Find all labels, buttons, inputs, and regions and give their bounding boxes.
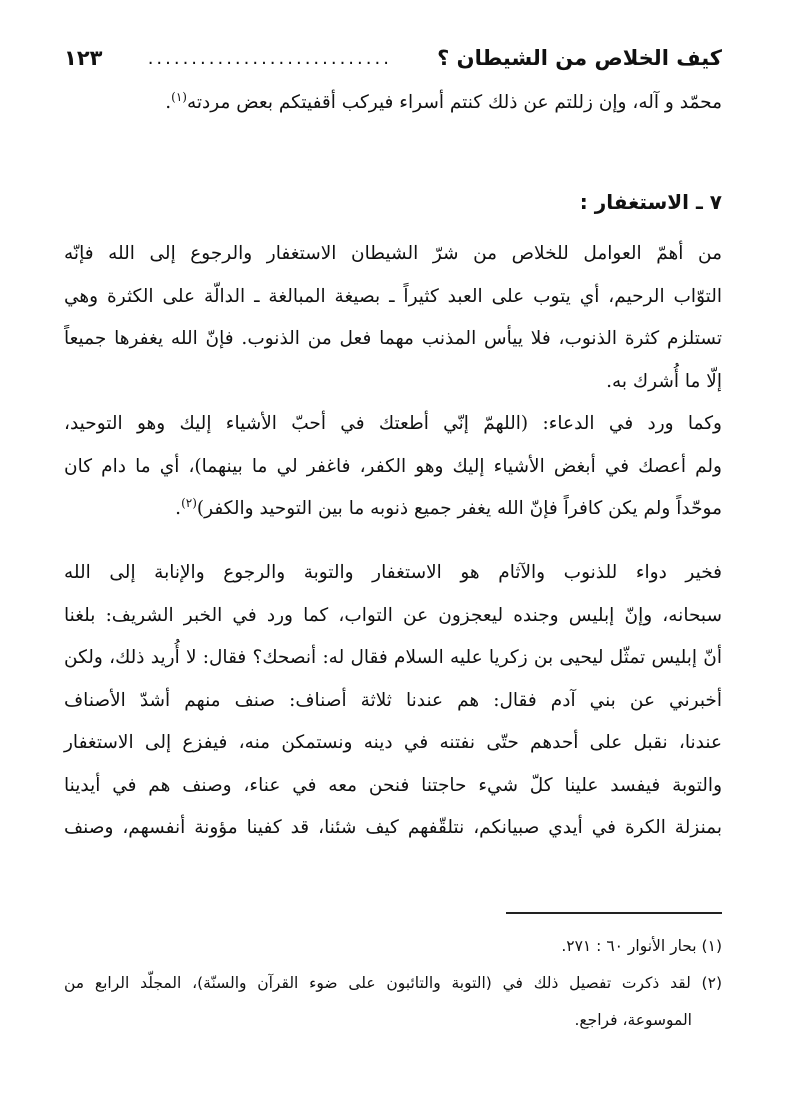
paragraph-line: تستلزم كثرة الذنوب، فلا ييأس المذنب مهما فعل من الذنوب. فإنّ الله يغفرها جميعاً bbox=[64, 328, 722, 349]
paragraph-2 bbox=[64, 403, 722, 531]
footnote-2-line-1: (٢) لقد ذكرت تفصيل ذلك في (التوبة والتائبون على ضوء القرآن والسنّة)، المجلّد الرابع من bbox=[64, 974, 722, 992]
paragraph-1 bbox=[64, 233, 722, 403]
footnote-1: (١) بحار الأنوار ٦٠ : ٢٧١. bbox=[561, 937, 722, 955]
intro-end: . bbox=[165, 92, 172, 113]
footnote-2-line-2: الموسوعة، فراجع. bbox=[574, 1011, 692, 1029]
header-leader-dots: ............................ bbox=[147, 47, 392, 69]
paragraph-3 bbox=[64, 552, 722, 850]
paragraph-line-text: موحّداً ولم يكن كافراً فإنّ الله يغفر جميع ذنوبه ما بين التوحيد والكفر) bbox=[196, 498, 722, 519]
running-header bbox=[64, 38, 722, 78]
paragraph-end: . bbox=[175, 498, 182, 519]
paragraph-line: وكما ورد في الدعاء: (اللهمّ إنّي أطعتك في أحبّ الأشياء إليك وهو التوحيد، bbox=[64, 413, 722, 434]
footnote-separator bbox=[506, 912, 722, 914]
intro-paragraph bbox=[64, 82, 722, 125]
paragraph-line: التوّاب الرحيم، أي يتوب على العبد كثيراً ـ بصيغة المبالغة ـ الدالّة على الكثرة وهي bbox=[64, 285, 722, 307]
paragraph-line: ولم أعصك في أبغض الأشياء إليك وهو الكفر، فاغفر لي ما بينهما)، أي ما دام كان bbox=[64, 455, 722, 477]
paragraph-line: بمنزلة الكرة في أيدي صبيانكم، نتلقّفهم كيف شئنا، قد كفينا مؤونة أنفسهم، وصنف bbox=[64, 817, 722, 838]
paragraph-line: فخير دواء للذنوب والآثام هو الاستغفار والتوبة والرجوع والإنابة إلى الله bbox=[64, 562, 722, 583]
paragraph-line: أنّ إبليس تمثّل ليحيى بن زكريا عليه السلام فقال له: أنصحك؟ فقال: لا أُريد ذلك، ولكن bbox=[64, 647, 722, 668]
paragraph-line: من أهمّ العوامل للخلاص من شرّ الشيطان الاستغفار والرجوع إلى الله فإنّه bbox=[64, 243, 722, 264]
paragraph-line: سبحانه، وإنّ إبليس وجنده ليعجزون عن التواب، كما ورد في الخبر الشريف: بلغنا bbox=[64, 604, 722, 626]
paragraph-line: إلّا ما أُشرك به. bbox=[606, 370, 722, 392]
footnote-ref-2: (٢) bbox=[181, 495, 197, 510]
paragraph-line: أخبرني عن بني آدم فقال: هم عندنا ثلاثة أصناف: صنف منهم أشدّ الأصناف bbox=[64, 689, 722, 711]
footnote-ref-1: (١) bbox=[171, 89, 187, 104]
paragraph-line: والتوبة فيفسد علينا كلّ شيء حاجتنا فنحن معه في عناء، وصنف هم في أيدينا bbox=[64, 774, 722, 796]
intro-text: محمّد و آله، وإن زللتم عن ذلك كنتم أسراء فيركب أقفيتكم بعض مردته bbox=[186, 92, 722, 113]
page-number: ١٢٣ bbox=[64, 46, 103, 70]
paragraph-line: عندنا، نقبل على أحدهم حتّى نفتنه في دينه ونستمكن منه، فيفزع إلى الاستغفار bbox=[64, 732, 722, 753]
footnotes bbox=[64, 928, 722, 1039]
paragraph-line bbox=[64, 488, 722, 531]
section-heading: ٧ ـ الاستغفار : bbox=[579, 190, 722, 214]
header-title: كيف الخلاص من الشيطان ؟ bbox=[437, 46, 722, 70]
intro-line bbox=[64, 82, 722, 125]
